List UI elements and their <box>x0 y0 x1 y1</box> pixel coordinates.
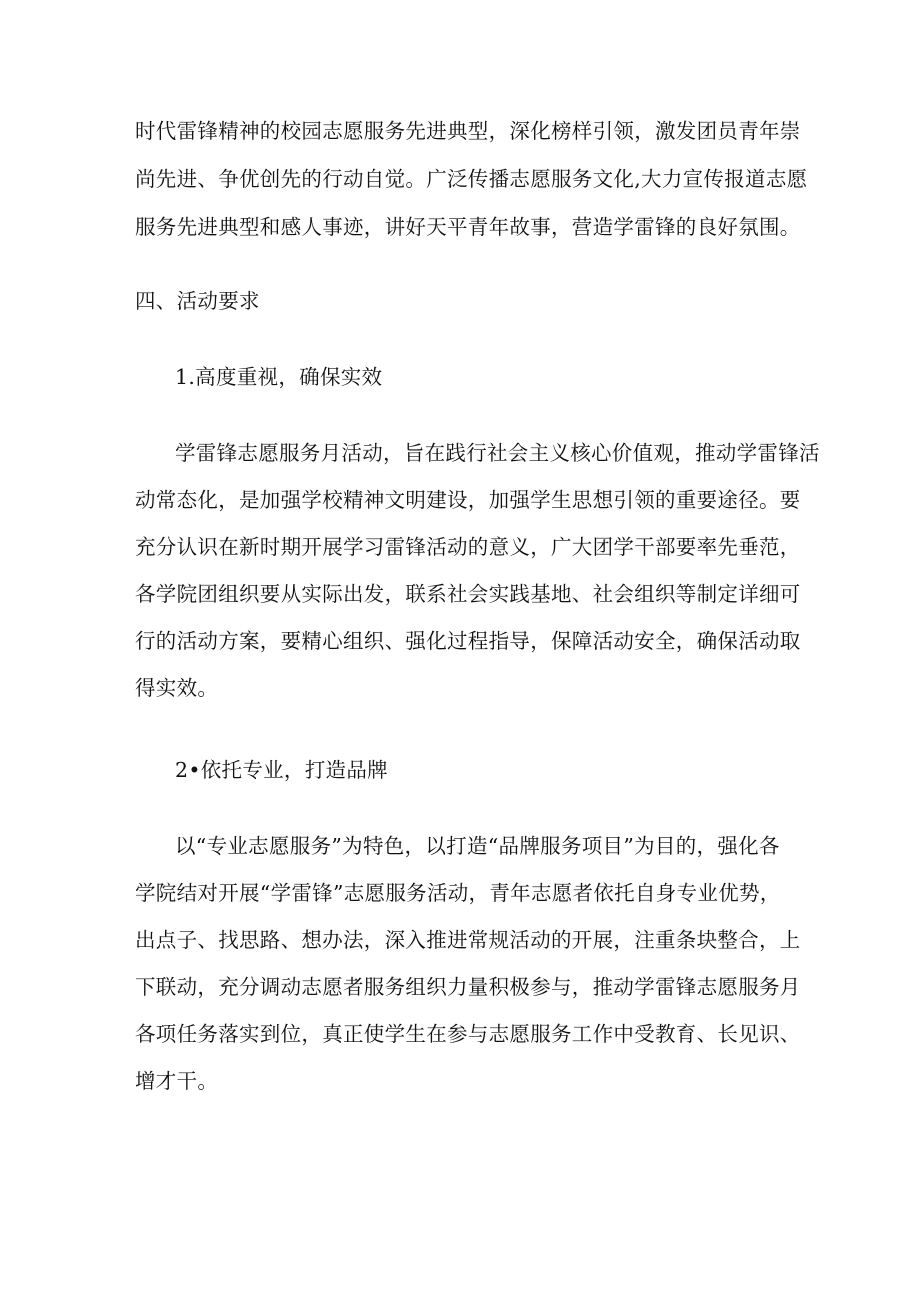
subsection-heading: 1.高度重视，确保实效 <box>175 365 383 389</box>
paragraph-line: 学雷锋志愿服务月活动，旨在践行社会主义核心价值观，推动学雷锋活 <box>175 441 820 465</box>
paragraph-line: 服务先进典型和感人事迹，讲好天平青年故事，营造学雷锋的良好氛围。 <box>135 215 801 239</box>
paragraph-line: 尚先进、争优创先的行动自觉。广泛传播志愿服务文化,大力宣传报道志愿 <box>135 167 808 191</box>
paragraph-line: 充分认识在新时期开展学习雷锋活动的意义，广大团学干部要率先垂范， <box>135 535 801 559</box>
section-heading: 四、活动要求 <box>135 289 260 313</box>
paragraph-line: 出点子、找思路、想办法，深入推进常规活动的开展，注重条块整合，上 <box>135 928 801 952</box>
paragraph-line: 以“专业志愿服务”为特色，以打造“品牌服务项目”为目的，强化各 <box>175 834 780 858</box>
paragraph-line: 动常态化，是加强学校精神文明建设，加强学生思想引领的重要途径。要 <box>135 488 801 512</box>
paragraph-line: 增才干。 <box>135 1069 219 1093</box>
paragraph-line: 得实效。 <box>135 676 219 700</box>
paragraph-line: 行的活动方案，要精心组织、强化过程指导，保障活动安全，确保活动取 <box>135 629 801 653</box>
paragraph-line: 时代雷锋精神的校园志愿服务先进典型，深化榜样引领，激发团员青年崇 <box>135 119 801 143</box>
paragraph-line: 学院结对开展“学雷锋”志愿服务活动，青年志愿者依托自身专业优势， <box>135 881 781 905</box>
paragraph-line: 各学院团组织要从实际出发，联系社会实践基地、社会组织等制定详细可 <box>135 582 801 606</box>
subsection-heading: 2•依托专业，打造品牌 <box>175 758 388 782</box>
paragraph-line: 各项任务落实到位，真正使学生在参与志愿服务工作中受教育、长见识、 <box>135 1022 801 1046</box>
paragraph-line: 下联动，充分调动志愿者服务组织力量积极参与，推动学雷锋志愿服务月 <box>135 975 801 999</box>
